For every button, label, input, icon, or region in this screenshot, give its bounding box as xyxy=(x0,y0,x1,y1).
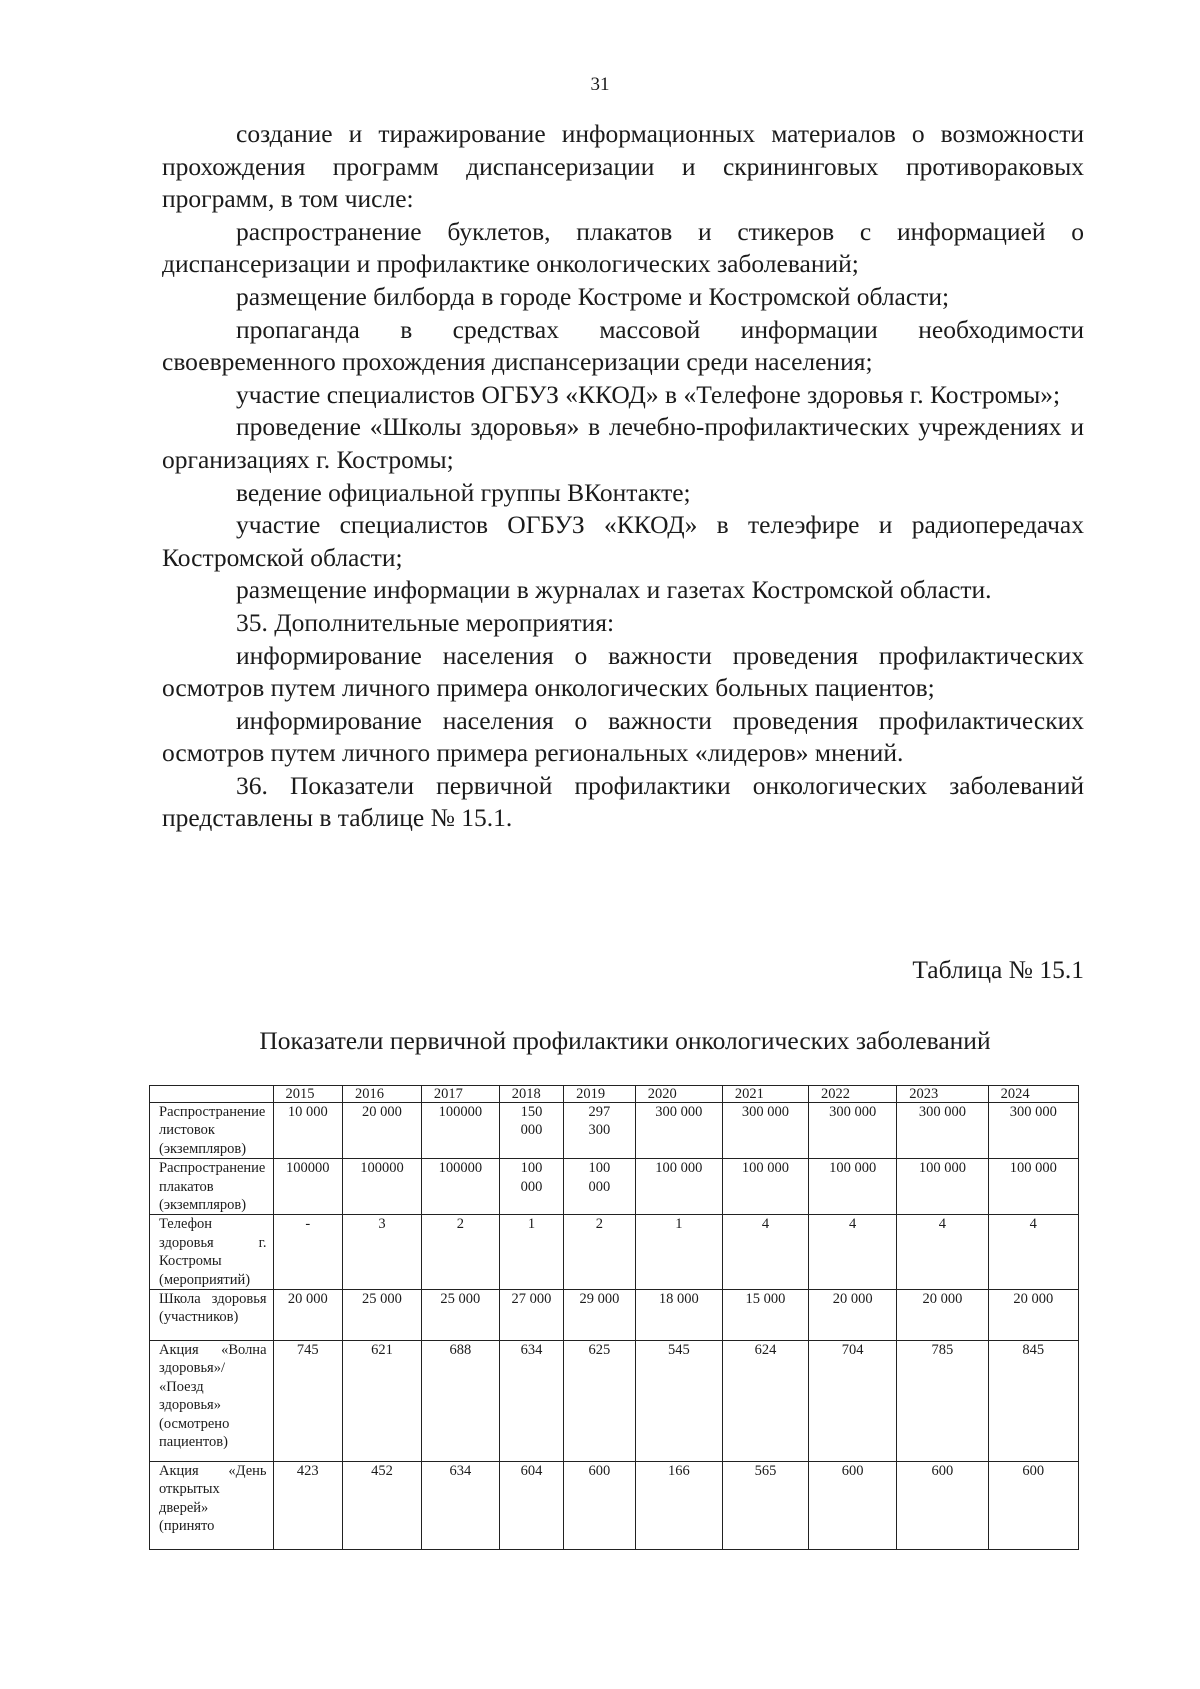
value-text: 15 000 xyxy=(745,1291,786,1308)
value-text: 452 xyxy=(371,1463,393,1480)
value-text: 545 xyxy=(667,1342,690,1359)
value-text: 4 xyxy=(761,1216,770,1233)
value-cell-2019 xyxy=(564,1341,636,1462)
value-text: 100000 xyxy=(286,1160,330,1177)
value-cell-2015 xyxy=(273,1290,343,1341)
paragraph-info-materials: создание и тиражирование информационных материалов о возможности прохождения программ диспансеризации и скрининговых противораковых программ, в том числе: xyxy=(162,119,1084,214)
paragraph-media: пропаганда в средствах массовой информации необходимости своевременного прохождения диспансеризации среди населения; xyxy=(162,314,1084,377)
value-cell-2017 xyxy=(421,1462,499,1550)
value-cell-2016 xyxy=(343,1159,422,1215)
value-text: 20 000 xyxy=(832,1291,873,1308)
year-header-2017: 2017 xyxy=(421,1086,499,1103)
year-header-2022: 2022 xyxy=(809,1086,897,1103)
value-cell-2021 xyxy=(722,1215,808,1290)
value-text: 565 xyxy=(754,1463,777,1480)
value-text: 745 xyxy=(296,1342,319,1359)
value-cell-2016 xyxy=(343,1341,422,1462)
value-cell-2021 xyxy=(722,1290,808,1341)
value-cell-2018 xyxy=(499,1159,563,1215)
value-text: 621 xyxy=(371,1342,393,1359)
value-cell-2018 xyxy=(499,1341,563,1462)
value-text: 785 xyxy=(931,1342,954,1359)
value-cell-2020 xyxy=(635,1462,722,1550)
value-cell-2023 xyxy=(897,1103,988,1159)
value-cell-2017 xyxy=(421,1103,499,1159)
value-text: 10 000 xyxy=(287,1104,328,1120)
value-text: 423 xyxy=(296,1463,319,1480)
value-cell-2018 xyxy=(499,1290,563,1341)
value-cell-2023 xyxy=(897,1462,988,1550)
value-text: 600 xyxy=(588,1463,611,1480)
value-cell-2024 xyxy=(988,1462,1078,1550)
value-text: 2 xyxy=(456,1216,464,1233)
value-text: 150 000 xyxy=(520,1104,543,1139)
value-cell-2019 xyxy=(564,1159,636,1215)
value-text: 600 xyxy=(1022,1463,1045,1480)
value-cell-2016 xyxy=(343,1103,422,1159)
value-text: 25 000 xyxy=(440,1291,481,1308)
row-label-text: Акция «Волна здоровья»/ «Поезд здоровья» (осмотрено пациентов) xyxy=(159,1342,267,1451)
value-text: 1 xyxy=(527,1216,536,1233)
value-cell-2019 xyxy=(564,1290,636,1341)
table-row xyxy=(150,1341,1079,1462)
paragraph-billboard: размещение билборда в городе Костроме и Костромской области; xyxy=(236,281,950,311)
value-cell-2015 xyxy=(273,1215,343,1290)
page-number: 31 xyxy=(590,74,610,95)
value-text: 100 000 xyxy=(1009,1160,1057,1177)
value-text: 20 000 xyxy=(922,1291,963,1308)
year-header-2015: 2015 xyxy=(273,1086,343,1103)
paragraph-health-phone: участие специалистов ОГБУЗ «ККОД» в «Телефоне здоровья г. Костромы»; xyxy=(236,379,1061,409)
value-text: 100 000 xyxy=(520,1160,543,1195)
value-text: 4 xyxy=(849,1216,857,1233)
table-title: Показатели первичной профилактики онкологических заболеваний xyxy=(259,1026,991,1055)
year-header-2023: 2023 xyxy=(897,1086,988,1103)
value-cell-2021 xyxy=(722,1341,808,1462)
value-cell-2022 xyxy=(809,1103,897,1159)
paragraph-health-school: проведение «Школы здоровья» в лечебно-профилактических учреждениях и организациях г. Костромы; xyxy=(162,412,1084,474)
value-cell-2020 xyxy=(635,1159,722,1215)
row-label xyxy=(150,1462,274,1550)
value-cell-2023 xyxy=(897,1159,988,1215)
paragraph-journals: размещение информации в журналах и газетах Костромской области. xyxy=(236,575,992,605)
value-text: 688 xyxy=(449,1342,472,1359)
value-text: 100 000 xyxy=(741,1160,790,1177)
table-header-row xyxy=(150,1086,1079,1103)
body-text xyxy=(162,118,1084,835)
table-row xyxy=(150,1159,1079,1215)
value-text: 704 xyxy=(841,1342,864,1359)
table-caption: Таблица № 15.1 xyxy=(912,955,1084,984)
value-text: 18 000 xyxy=(658,1291,699,1308)
value-cell-2020 xyxy=(635,1341,722,1462)
value-cell-2021 xyxy=(722,1462,808,1550)
value-cell-2019 xyxy=(564,1215,636,1290)
value-cell-2015 xyxy=(273,1159,343,1215)
year-header-2019: 2019 xyxy=(564,1086,636,1103)
value-text: - xyxy=(305,1216,311,1233)
value-text: 845 xyxy=(1022,1342,1045,1359)
value-cell-2017 xyxy=(421,1290,499,1341)
value-cell-2015 xyxy=(273,1103,343,1159)
value-cell-2018 xyxy=(499,1215,563,1290)
indicators-table xyxy=(149,1085,1079,1550)
value-cell-2023 xyxy=(897,1290,988,1341)
header-empty-cell xyxy=(150,1086,274,1103)
row-label-text: Телефон здоровья г. Костромы (мероприятий) xyxy=(159,1216,267,1288)
value-text: 634 xyxy=(520,1342,543,1359)
value-text: 100000 xyxy=(438,1160,483,1177)
value-text: 300 000 xyxy=(655,1104,703,1120)
value-cell-2022 xyxy=(809,1290,897,1341)
value-cell-2021 xyxy=(722,1159,808,1215)
value-cell-2024 xyxy=(988,1215,1078,1290)
value-cell-2024 xyxy=(988,1341,1078,1462)
value-cell-2022 xyxy=(809,1341,897,1462)
table-row xyxy=(150,1290,1079,1341)
row-label-text: Распространение листовок (экземпляров) xyxy=(159,1104,266,1157)
paragraph-tv-radio: участие специалистов ОГБУЗ «ККОД» в телеэфире и радиопередачах Костромской области; xyxy=(162,510,1084,572)
value-text: 600 xyxy=(931,1463,954,1480)
value-text: 625 xyxy=(588,1342,611,1359)
value-cell-2020 xyxy=(635,1215,722,1290)
value-text: 27 000 xyxy=(511,1291,552,1308)
table-body xyxy=(150,1086,1079,1550)
table-row xyxy=(150,1103,1079,1159)
year-header-2021: 2021 xyxy=(722,1086,808,1103)
value-cell-2019 xyxy=(564,1462,636,1550)
paragraph-section-36: 36. Показатели первичной профилактики онкологических заболеваний представлены в таблице № 15.1. xyxy=(162,770,1084,833)
value-text: 634 xyxy=(449,1463,472,1480)
value-cell-2023 xyxy=(897,1215,988,1290)
value-text: 20 000 xyxy=(287,1291,328,1308)
value-cell-2024 xyxy=(988,1290,1078,1341)
year-header-2018: 2018 xyxy=(499,1086,563,1103)
value-text: 100 000 xyxy=(829,1160,877,1177)
value-text: 166 xyxy=(667,1463,690,1480)
table-row xyxy=(150,1215,1079,1290)
row-label-text: Распространение плакатов (экземпляров) xyxy=(159,1160,266,1214)
row-label-text: Акция «День открытых дверей» (принято xyxy=(159,1463,267,1535)
value-cell-2015 xyxy=(273,1341,343,1462)
value-cell-2017 xyxy=(421,1215,499,1290)
value-cell-2016 xyxy=(343,1290,422,1341)
value-text: 1 xyxy=(675,1216,683,1233)
paragraph-vkontakte: ведение официальной группы ВКонтакте; xyxy=(236,477,691,507)
value-text: 300 000 xyxy=(741,1104,790,1120)
value-cell-2023 xyxy=(897,1341,988,1462)
value-cell-2016 xyxy=(343,1215,422,1290)
value-text: 100000 xyxy=(360,1160,404,1177)
row-label xyxy=(150,1103,274,1159)
paragraph-leaders-example: информирование населения о важности проведения профилактических осмотров путем личного примера региональных «лидеров» мнений. xyxy=(162,705,1084,768)
value-cell-2022 xyxy=(809,1462,897,1550)
table-row xyxy=(150,1462,1079,1550)
value-text: 29 000 xyxy=(579,1291,620,1308)
value-text: 3 xyxy=(378,1216,386,1233)
value-text: 100 000 xyxy=(588,1160,611,1195)
value-text: 20 000 xyxy=(1013,1291,1054,1308)
paragraph-section-35: 35. Дополнительные мероприятия: xyxy=(236,607,615,637)
value-cell-2015 xyxy=(273,1462,343,1550)
value-cell-2018 xyxy=(499,1103,563,1159)
value-text: 300 000 xyxy=(829,1104,877,1120)
paragraph-booklets: распространение буклетов, плакатов и стикеров с информацией о диспансеризации и профилактике онкологических заболеваний; xyxy=(162,216,1084,279)
value-text: 20 000 xyxy=(362,1104,402,1120)
value-text: 4 xyxy=(938,1216,947,1233)
value-cell-2021 xyxy=(722,1103,808,1159)
year-header-2016: 2016 xyxy=(343,1086,422,1103)
value-text: 624 xyxy=(754,1342,777,1359)
value-cell-2020 xyxy=(635,1290,722,1341)
value-cell-2024 xyxy=(988,1103,1078,1159)
row-label xyxy=(150,1159,274,1215)
value-cell-2024 xyxy=(988,1159,1078,1215)
row-label-text: Школа здоровья (участников) xyxy=(159,1291,267,1326)
value-cell-2019 xyxy=(564,1103,636,1159)
value-text: 604 xyxy=(520,1463,543,1480)
value-text: 25 000 xyxy=(362,1291,402,1308)
value-cell-2020 xyxy=(635,1103,722,1159)
value-text: 100 000 xyxy=(918,1160,966,1177)
value-text: 300 000 xyxy=(1009,1104,1057,1120)
value-cell-2022 xyxy=(809,1215,897,1290)
value-cell-2016 xyxy=(343,1462,422,1550)
row-label xyxy=(150,1215,274,1290)
paragraph-patients-example: информирование населения о важности проведения профилактических осмотров путем личного примера онкологических больных пациентов; xyxy=(162,640,1084,703)
value-cell-2022 xyxy=(809,1159,897,1215)
row-label xyxy=(150,1341,274,1462)
value-cell-2017 xyxy=(421,1341,499,1462)
year-header-2024: 2024 xyxy=(988,1086,1078,1103)
value-text: 2 xyxy=(595,1216,604,1233)
value-text: 4 xyxy=(1029,1216,1037,1233)
row-label xyxy=(150,1290,274,1341)
value-text: 297 300 xyxy=(588,1104,611,1139)
value-cell-2018 xyxy=(499,1462,563,1550)
value-text: 100 000 xyxy=(655,1160,703,1177)
year-header-2020: 2020 xyxy=(635,1086,722,1103)
value-text: 300 000 xyxy=(918,1104,966,1120)
value-cell-2017 xyxy=(421,1159,499,1215)
value-text: 600 xyxy=(841,1463,864,1480)
value-text: 100000 xyxy=(438,1104,483,1120)
